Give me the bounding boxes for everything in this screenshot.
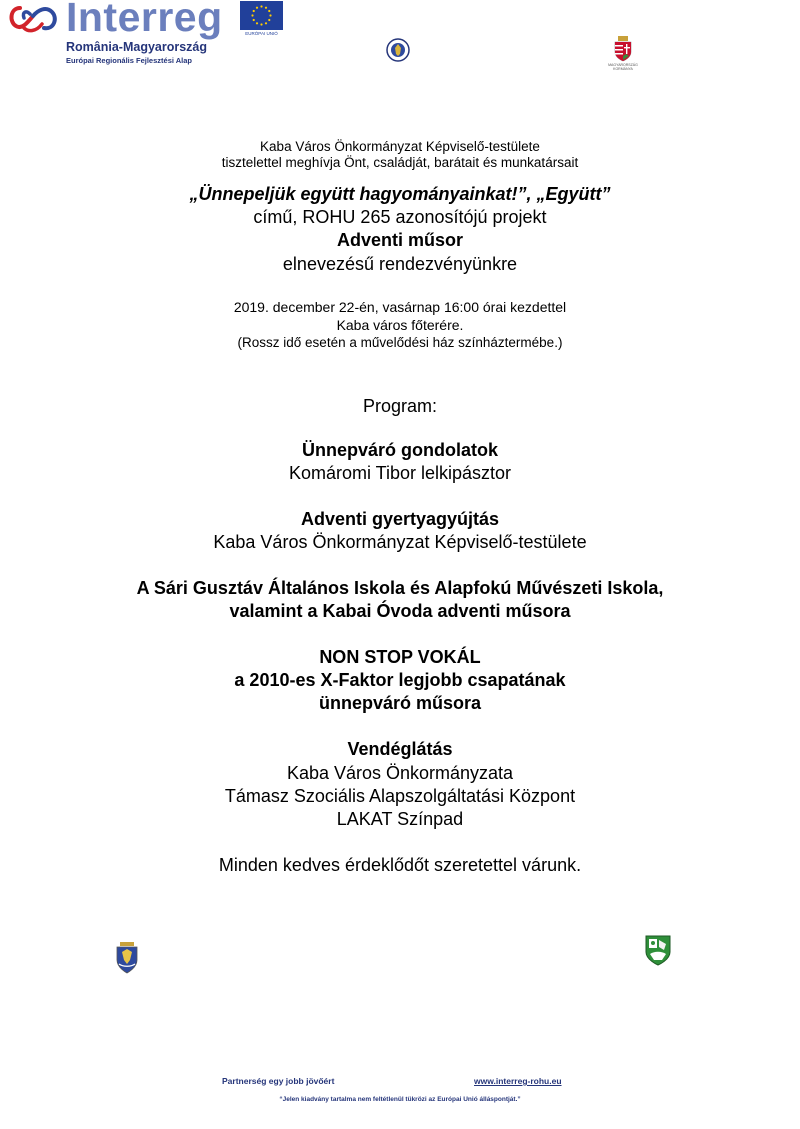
program-item-title: a 2010-es X-Faktor legjobb csapatának <box>234 670 566 690</box>
event-datetime: 2019. december 22-én, vasárnap 16:00 órai kezdettel <box>233 299 567 315</box>
program-item-title: Vendéglátás <box>347 739 453 759</box>
program-item-line: Komáromi Tibor lelkipásztor <box>288 463 512 483</box>
eu-flag-icon <box>240 1 283 30</box>
county-coat-of-arms-icon <box>114 940 140 974</box>
project-title: „Ünnepeljük együtt hagyományainkat!”, „Együtt” <box>189 184 611 204</box>
eu-star-icon <box>253 19 255 21</box>
program-heading: Program: <box>362 396 438 416</box>
interreg-fund-name: Európai Regionális Fejlesztési Alap <box>66 56 193 65</box>
program-item-title: ünnepváró műsora <box>318 693 482 713</box>
eu-star-icon <box>269 14 271 16</box>
project-id-line: című, ROHU 265 azonosítójú projekt <box>253 207 547 227</box>
interreg-rings-icon <box>6 2 60 38</box>
event-name: Adventi műsor <box>336 230 464 250</box>
program-item-line: Kaba Város Önkormányzata <box>286 763 514 783</box>
event-suffix: elnevezésű rendezvényünkre <box>282 254 518 274</box>
footer-disclaimer: “Jelen kiadvány tartalma nem feltétlenül tükrözi az Európai Unió álláspontját.” <box>279 1096 521 1103</box>
footer-slogan: Partnerség egy jobb jövőért <box>222 1076 335 1086</box>
hungarian-government-caption: MAGYARORSZÁG KORMÁNYA <box>608 63 638 71</box>
host-line: Kaba Város Önkormányzat Képviselő-testülete <box>260 139 540 154</box>
program-item-title: valamint a Kabai Óvoda adventi műsora <box>229 601 571 621</box>
interreg-wordmark: Interreg <box>66 0 223 40</box>
program-item-line: Támasz Szociális Alapszolgáltatási Központ <box>224 786 576 806</box>
program-item-title: Adventi gyertyagyújtás <box>300 509 500 529</box>
hungarian-coat-of-arms-icon <box>613 36 633 62</box>
romanian-government-emblem-icon <box>386 38 410 62</box>
program-item-line: Kaba Város Önkormányzat Képviselő-testülete <box>213 532 587 552</box>
event-location: Kaba város főterére. <box>336 317 464 333</box>
program-item-line: LAKAT Színpad <box>336 809 464 829</box>
eu-star-icon <box>260 5 262 7</box>
eu-star-icon <box>253 10 255 12</box>
eu-star-icon <box>260 23 262 25</box>
eu-star-icon <box>256 7 258 9</box>
eu-star-icon <box>265 22 267 24</box>
eu-star-icon <box>251 14 253 16</box>
program-item-title: NON STOP VOKÁL <box>319 647 481 667</box>
eu-star-icon <box>256 22 258 24</box>
invite-line: tisztelettel meghívja Önt, családját, barátait és munkatársait <box>221 155 579 170</box>
footer-website-link[interactable]: www.interreg-rohu.eu <box>474 1076 562 1086</box>
eu-star-icon <box>265 7 267 9</box>
program-item-title: Ünnepváró gondolatok <box>301 440 498 460</box>
eu-star-icon <box>268 19 270 21</box>
kaba-coat-of-arms-icon <box>644 934 672 966</box>
eu-caption: EURÓPAI UNIÓ <box>245 31 278 36</box>
closing-line: Minden kedves érdeklődőt szeretettel várunk. <box>218 855 582 875</box>
interreg-region-name: România-Magyarország <box>66 40 208 54</box>
program-item-title: A Sári Gusztáv Általános Iskola és Alapfokú Művészeti Iskola, <box>136 578 664 598</box>
event-fallback-location: (Rossz idő esetén a művelődési ház színháztermébe.) <box>237 335 563 350</box>
eu-star-icon <box>268 10 270 12</box>
